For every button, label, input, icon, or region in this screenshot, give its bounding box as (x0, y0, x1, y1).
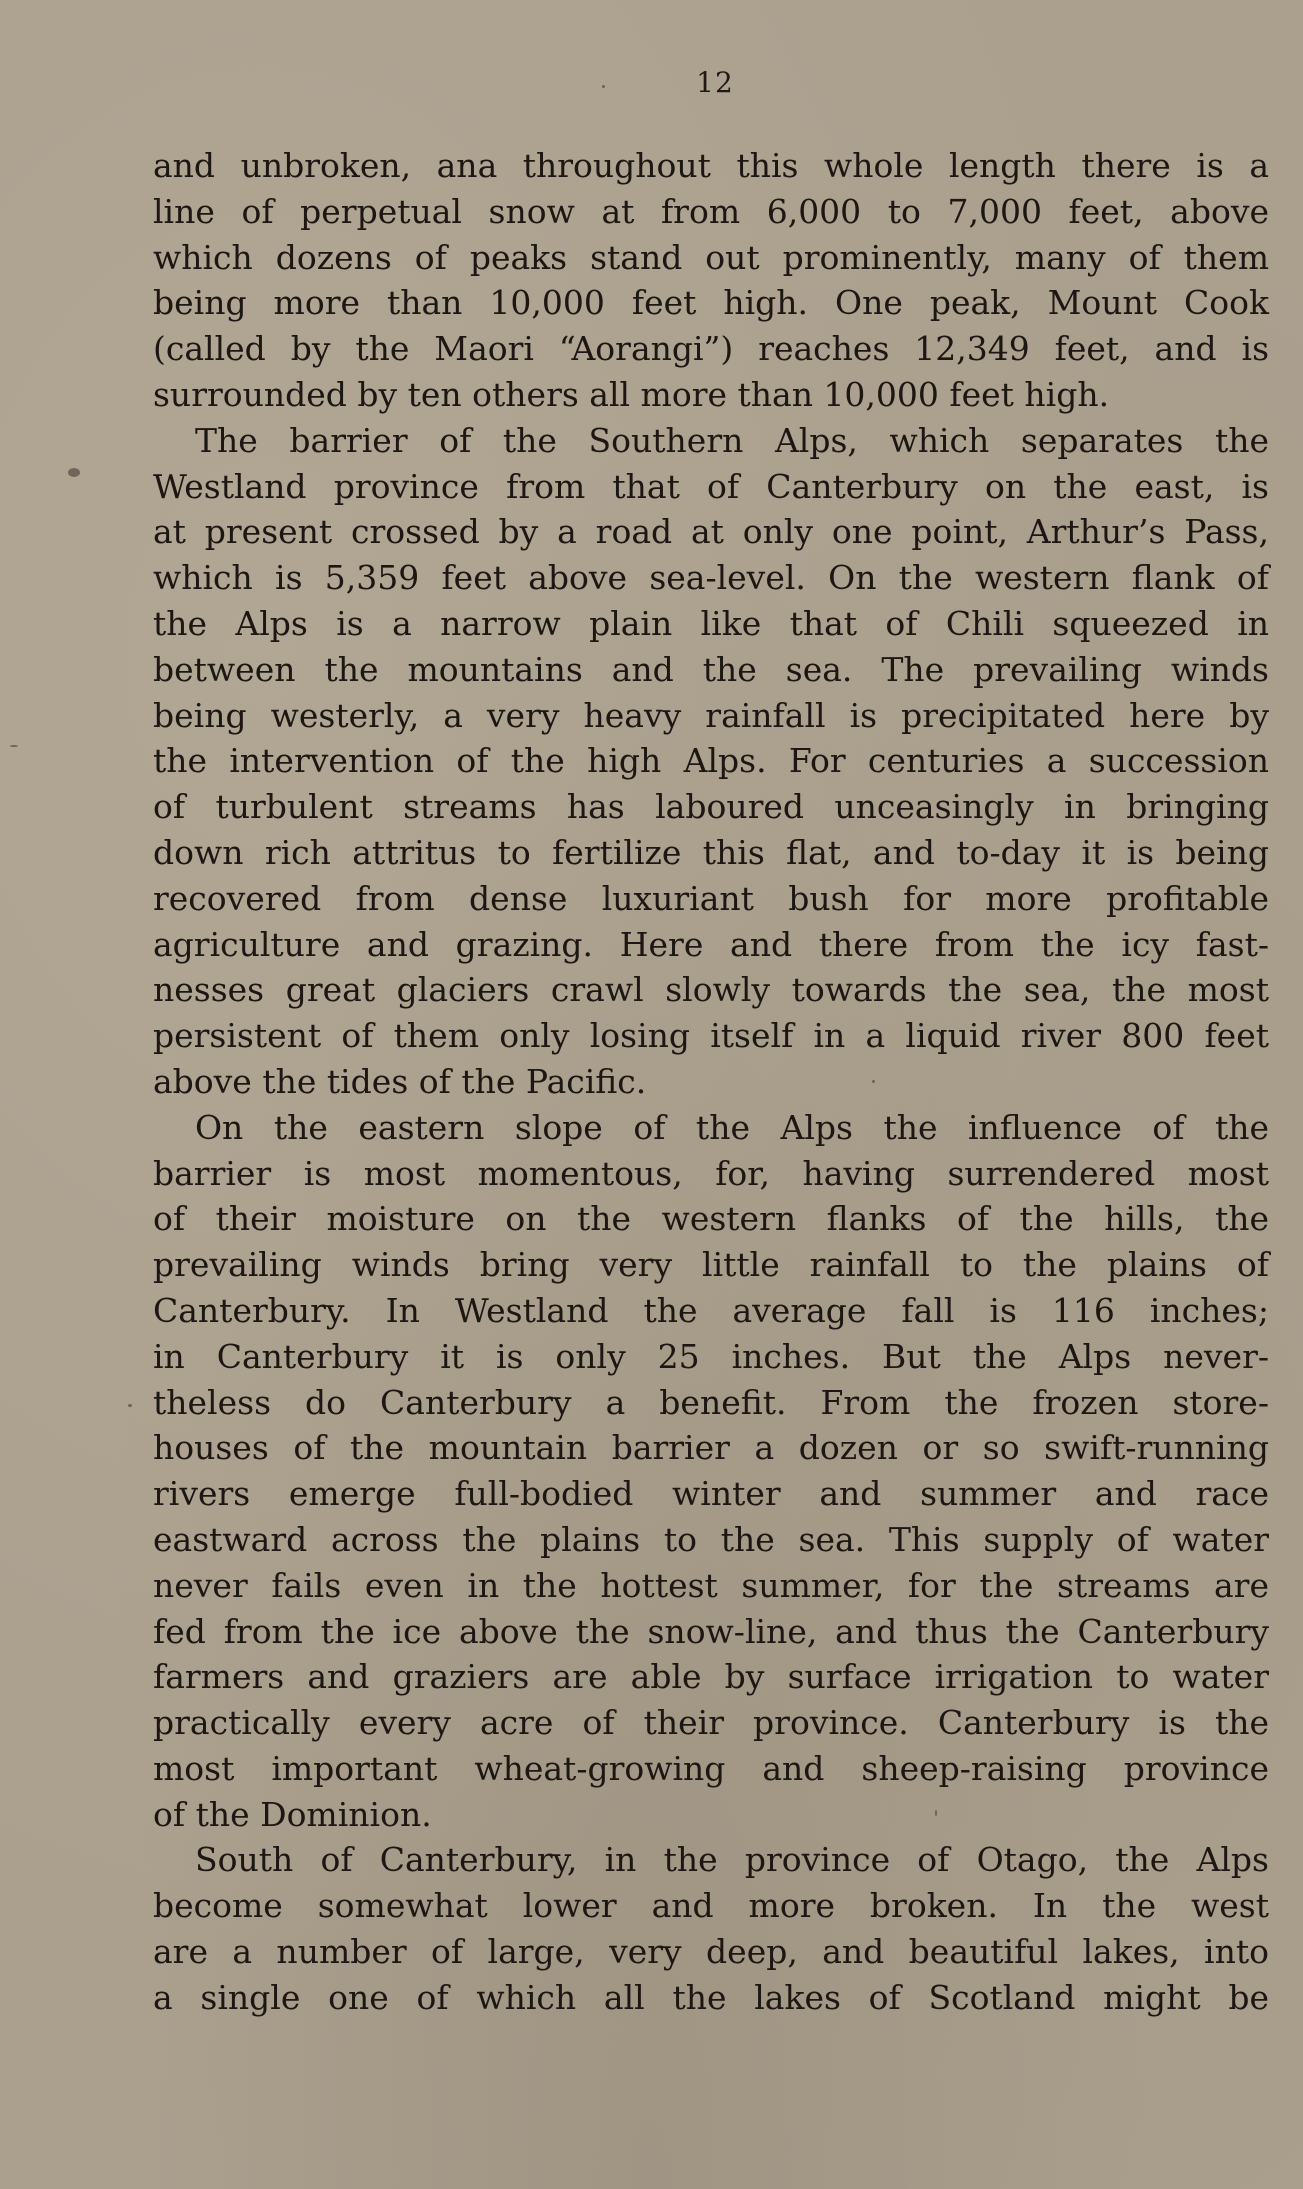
body-text (153, 143, 1269, 2021)
text-line: the intervention of the high Alps. For centuries a succession (153, 741, 1269, 781)
paper-speck (10, 745, 18, 747)
text-line: line of perpetual snow at from 6,000 to 7,000 feet, above (153, 191, 1269, 231)
text-line: down rich attritus to fertilize this flat, and to-day it is being (153, 832, 1269, 872)
text-line: become somewhat lower and more broken. In the west (153, 1886, 1269, 1926)
text-line: which dozens of peaks stand out prominently, many of them (153, 237, 1269, 277)
text-line: eastward across the plains to the sea. This supply of water (153, 1519, 1269, 1559)
paragraph-4 (153, 1837, 1269, 2020)
text-line: above the tides of the Pacific. (153, 1061, 647, 1101)
text-line: a single one of which all the lakes of Scotland might be (153, 1977, 1269, 2017)
paper-speck (602, 85, 605, 88)
text-line: houses of the mountain barrier a dozen or so swift-running (153, 1428, 1269, 1468)
text-line: agriculture and grazing. Here and there from the icy fast- (153, 924, 1269, 964)
text-line: Westland province from that of Canterbury on the east, is (153, 466, 1269, 506)
text-line: prevailing winds bring very little rainfall to the plains of (153, 1245, 1269, 1285)
page-number: 12 (696, 66, 734, 99)
text-line: The barrier of the Southern Alps, which separates the (195, 420, 1269, 460)
text-line: the Alps is a narrow plain like that of Chili squeezed in (153, 603, 1269, 643)
text-line: persistent of them only losing itself in a liquid river 800 feet (153, 1016, 1269, 1056)
text-line: which is 5,359 feet above sea-level. On the western flank of (153, 558, 1269, 598)
text-line: theless do Canterbury a benefit. From the frozen store- (153, 1382, 1269, 1422)
text-line: barrier is most momentous, for, having surrendered most (153, 1153, 1269, 1193)
text-line: in Canterbury it is only 25 inches. But the Alps never- (153, 1336, 1269, 1376)
paragraph-3 (153, 1105, 1269, 1838)
text-line: of their moisture on the western flanks of the hills, the (153, 1199, 1269, 1239)
text-line: most important wheat-growing and sheep-raising province (153, 1748, 1269, 1788)
text-line: On the eastern slope of the Alps the influence of the (195, 1107, 1269, 1147)
paper-speck (68, 468, 80, 477)
text-line: being more than 10,000 feet high. One peak, Mount Cook (153, 283, 1269, 323)
paper-speck (872, 1080, 875, 1083)
paper-speck (128, 1404, 132, 1407)
text-line: and unbroken, ana throughout this whole length there is a (153, 146, 1269, 185)
text-line: never fails even in the hottest summer, for the streams are (153, 1565, 1269, 1605)
text-line: being westerly, a very heavy rainfall is precipitated here by (153, 695, 1269, 735)
paper-speck (935, 1810, 937, 1816)
text-line: recovered from dense luxuriant bush for more profitable (153, 878, 1269, 918)
paragraph-1 (153, 143, 1269, 418)
text-line: practically every acre of their province. Canterbury is the (153, 1703, 1269, 1743)
paragraph-2 (153, 418, 1269, 1105)
text-line: are a number of large, very deep, and beautiful lakes, into (153, 1932, 1269, 1972)
text-line: South of Canterbury, in the province of Otago, the Alps (195, 1840, 1269, 1880)
text-line: (called by the Maori “Aorangi”) reaches 12,349 feet, and is (153, 329, 1269, 369)
text-line: of the Dominion. (153, 1794, 432, 1834)
text-line: between the mountains and the sea. The prevailing winds (153, 649, 1269, 689)
text-line: nesses great glaciers crawl slowly towards the sea, the most (153, 970, 1269, 1010)
text-line: Canterbury. In Westland the average fall is 116 inches; (153, 1290, 1269, 1330)
text-line: fed from the ice above the snow-line, and thus the Canterbury (153, 1611, 1269, 1651)
text-line: at present crossed by a road at only one point, Arthur’s Pass, (153, 512, 1269, 552)
text-line: rivers emerge full-bodied winter and summer and race (153, 1474, 1269, 1514)
text-line: surrounded by ten others all more than 10,000 feet high. (153, 374, 1110, 414)
text-line: of turbulent streams has laboured unceasingly in bringing (153, 787, 1269, 827)
text-line: farmers and graziers are able by surface irrigation to water (153, 1657, 1269, 1697)
